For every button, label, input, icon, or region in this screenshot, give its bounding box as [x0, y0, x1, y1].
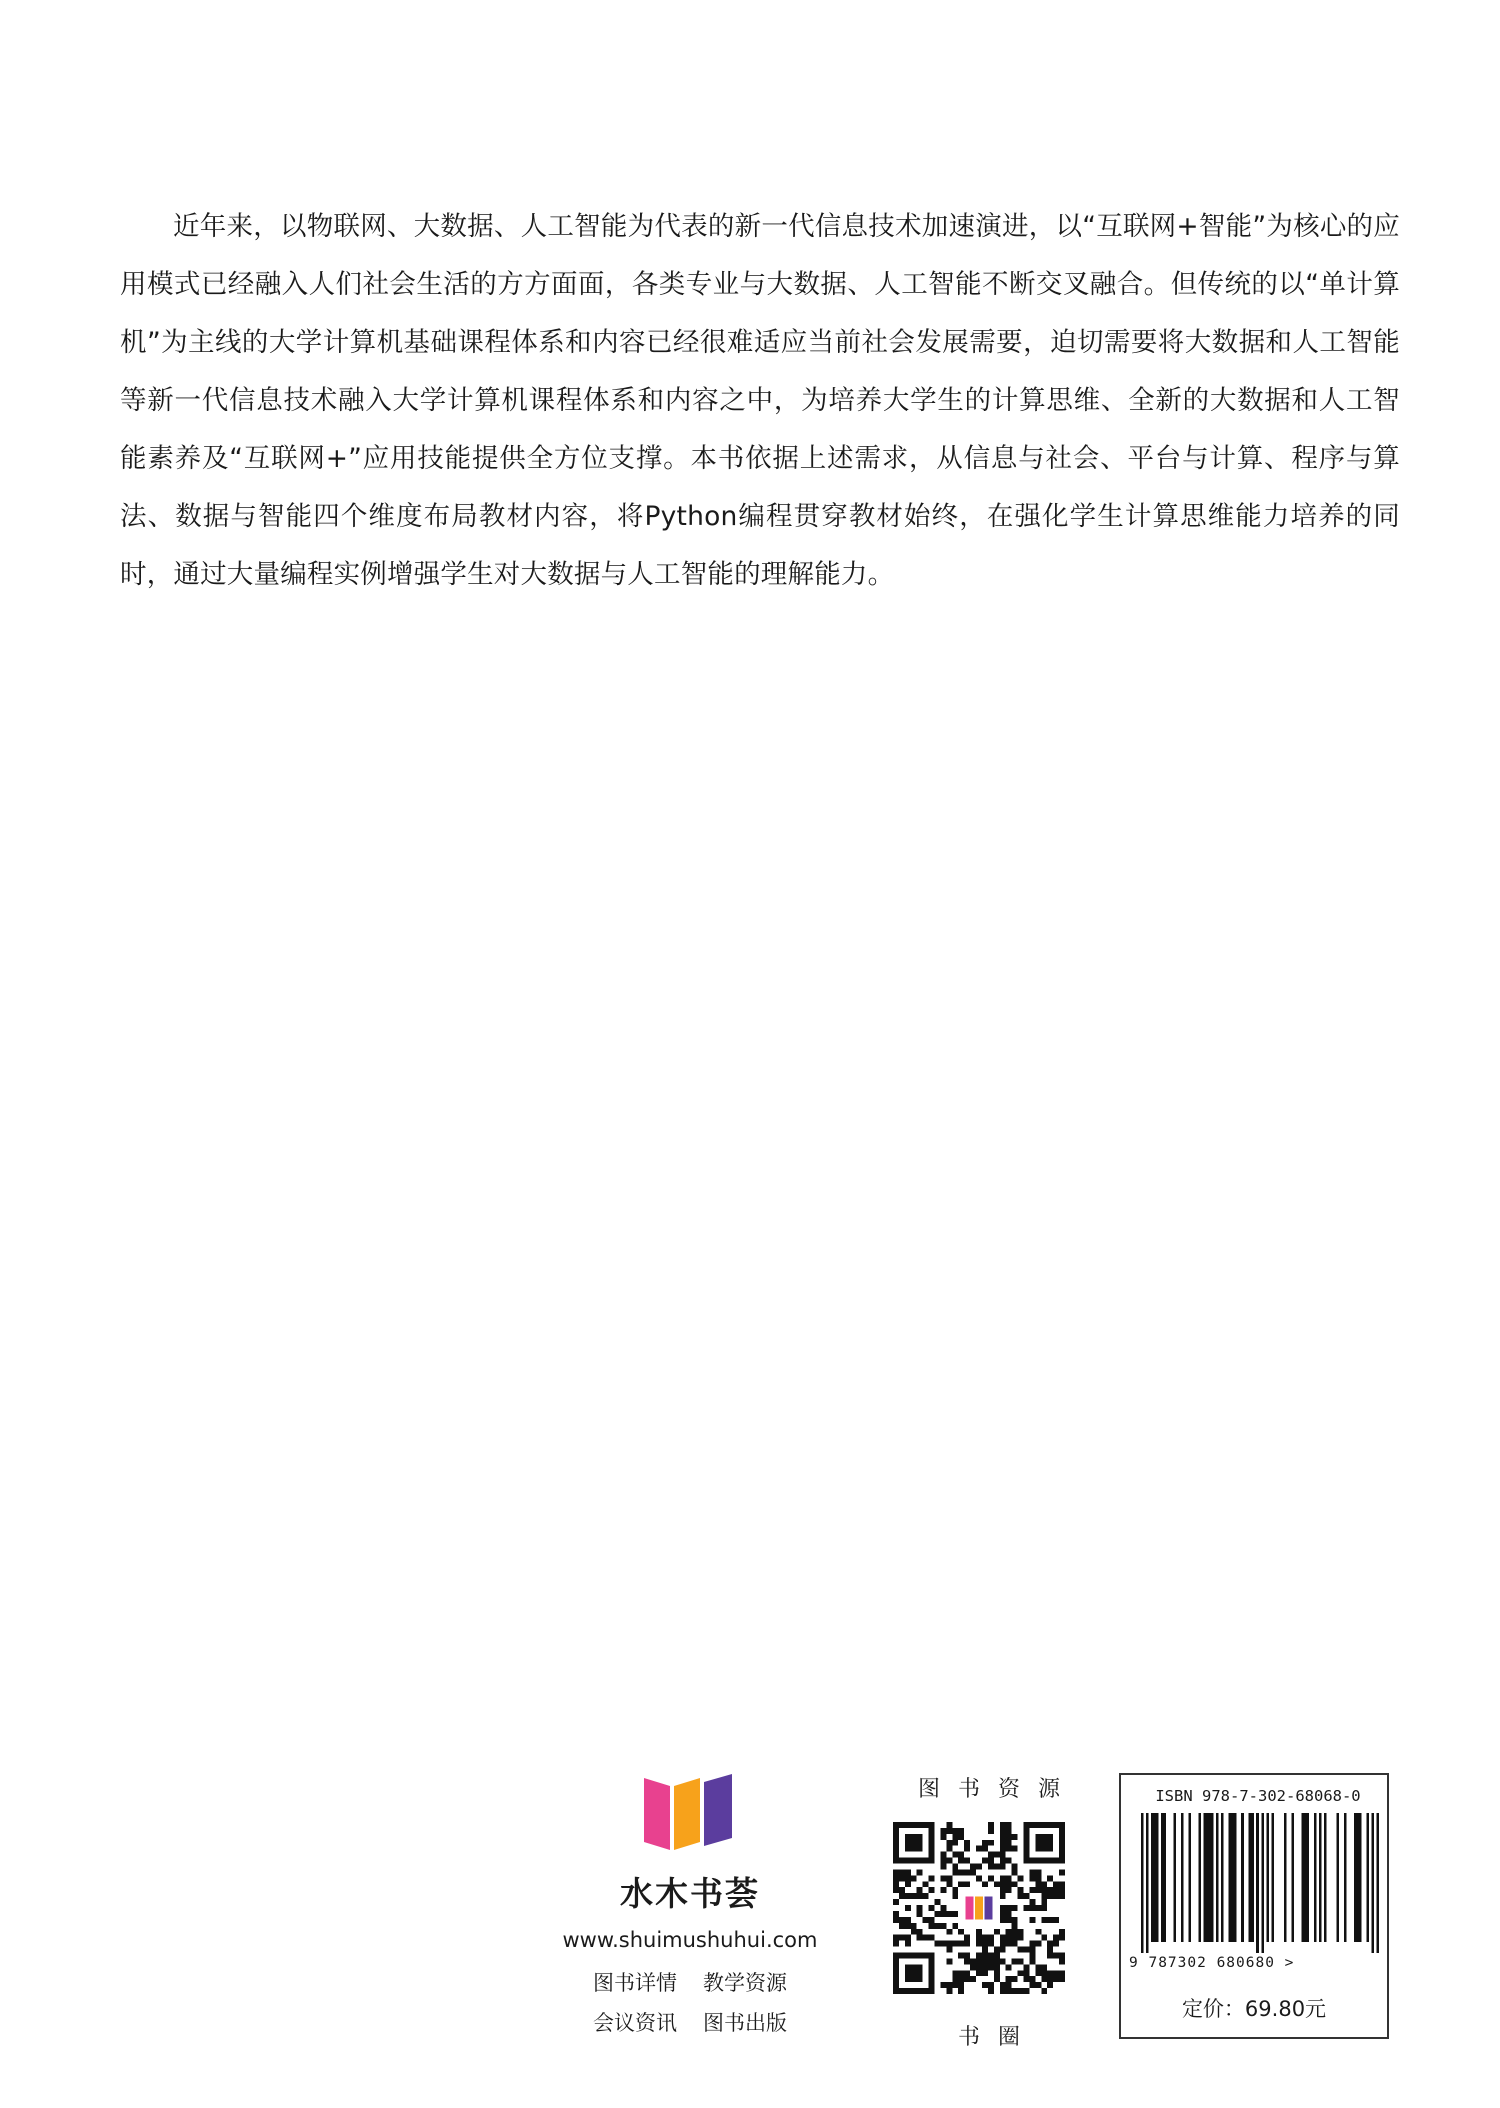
barcode-bar: [1229, 1813, 1232, 1942]
barcode-bar: [1241, 1813, 1244, 1942]
barcode-bar: [1251, 1813, 1254, 1942]
barcode-bar: [1359, 1813, 1362, 1942]
barcode-bar: [1146, 1813, 1149, 1953]
barcode-bar: [1174, 1813, 1177, 1942]
barcode-bar: [1231, 1813, 1234, 1942]
barcode-bar: [1204, 1813, 1207, 1942]
teaching-resources-link[interactable]: 教学资源: [703, 1971, 787, 1995]
barcode-digits: 9 787302 680680 >: [1129, 1955, 1295, 1971]
barcode-bar: [1306, 1813, 1309, 1942]
barcode-bar: [1154, 1813, 1157, 1942]
isbn-number: ISBN 978-7-302-68068-0: [1155, 1787, 1361, 1805]
logo-purple-panel: [704, 1774, 732, 1846]
barcode-bar: [1271, 1813, 1274, 1942]
qr-center-logo-bar: [984, 1897, 992, 1920]
barcode-bar: [1366, 1813, 1369, 1942]
barcode-bar: [1164, 1813, 1167, 1942]
barcode-bar: [1266, 1813, 1269, 1942]
barcode-bar: [1209, 1813, 1212, 1942]
qr-caption: 书圈: [957, 2025, 1038, 2050]
barcode-bar: [1336, 1813, 1339, 1942]
publisher-links-row-2: [560, 2007, 820, 2037]
barcode-bar: [1249, 1813, 1252, 1942]
barcode-bar: [1156, 1813, 1159, 1942]
barcode-bar: [1211, 1813, 1214, 1942]
barcode-bar: [1319, 1813, 1322, 1942]
barcode-bar: [1206, 1813, 1209, 1942]
logo-orange-panel: [674, 1778, 700, 1850]
publisher-links-row-1: [560, 1967, 820, 1997]
barcode-bar: [1314, 1813, 1317, 1942]
book-publishing-link[interactable]: 图书出版: [703, 2011, 787, 2035]
barcode-bar: [1161, 1813, 1164, 1942]
barcode-bar: [1371, 1813, 1374, 1953]
qr-code[interactable]: [893, 1822, 1065, 1994]
barcode-bar: [1216, 1813, 1219, 1942]
barcode-bar: [1261, 1813, 1264, 1953]
barcode-bar: [1284, 1813, 1287, 1942]
barcode-bar: [1354, 1813, 1357, 1942]
barcode-bar: [1324, 1813, 1327, 1942]
barcode-bar: [1304, 1813, 1307, 1942]
qr-center-logo-bar: [965, 1897, 973, 1920]
barcode-bar: [1181, 1813, 1184, 1942]
isbn-barcode-box: [1119, 1773, 1389, 2039]
barcode-bar: [1356, 1813, 1359, 1942]
book-details-link[interactable]: 图书详情: [593, 1971, 677, 1995]
barcode-bar: [1291, 1813, 1294, 1942]
barcode-bar: [1199, 1813, 1202, 1942]
qr-center-logo-bar: [975, 1897, 983, 1920]
publisher-website-link[interactable]: www.shuimushuhui.com: [562, 1928, 818, 1952]
logo-pink-panel: [644, 1778, 670, 1850]
barcode-bar: [1234, 1813, 1237, 1942]
price-label: 定价：69.80元: [1181, 1997, 1327, 2021]
barcode-image: [1141, 1813, 1379, 1953]
barcode-bar: [1344, 1813, 1347, 1942]
publisher-logo-text: 水木书荟: [620, 1874, 760, 1913]
publisher-logo: [640, 1772, 740, 1854]
barcode-bar: [1221, 1813, 1224, 1942]
barcode-bar: [1189, 1813, 1192, 1942]
barcode-bar: [1376, 1813, 1379, 1953]
barcode-bar: [1151, 1813, 1154, 1942]
qr-title: 图书资源: [917, 1777, 1078, 1802]
conference-news-link[interactable]: 会议资讯: [593, 2011, 677, 2035]
barcode-bar: [1301, 1813, 1304, 1942]
book-description: 近年来，以物联网、大数据、人工智能为代表的新一代信息技术加速演进，以“互联网+智能”为核心的应用模式已经融入人们社会生活的方方面面，各类专业与大数据、人工智能不断交叉融合。但传统的以“单计算机”为主线的大学计算机基础课程体系和内容已经很难适应当前社会发展需要，迫切需要将大数据和人工智能等新一代信息技术融入大学计算机课程体系和内容之中，为培养大学生的计算思维、全新的大数据和人工智能素养及“互联网+”应用技能提供全方位支撑。本书依据上述需求，从信息与社会、平台与计算、程序与算法、数据与智能四个维度布局教材内容，将Python编程贯穿教材始终，在强化学生计算思维能力培养的同时，通过大量编程实例增强学生对大数据与人工智能的理解能力。: [120, 211, 1400, 590]
barcode-bar: [1256, 1813, 1259, 1953]
barcode-bar: [1141, 1813, 1144, 1953]
